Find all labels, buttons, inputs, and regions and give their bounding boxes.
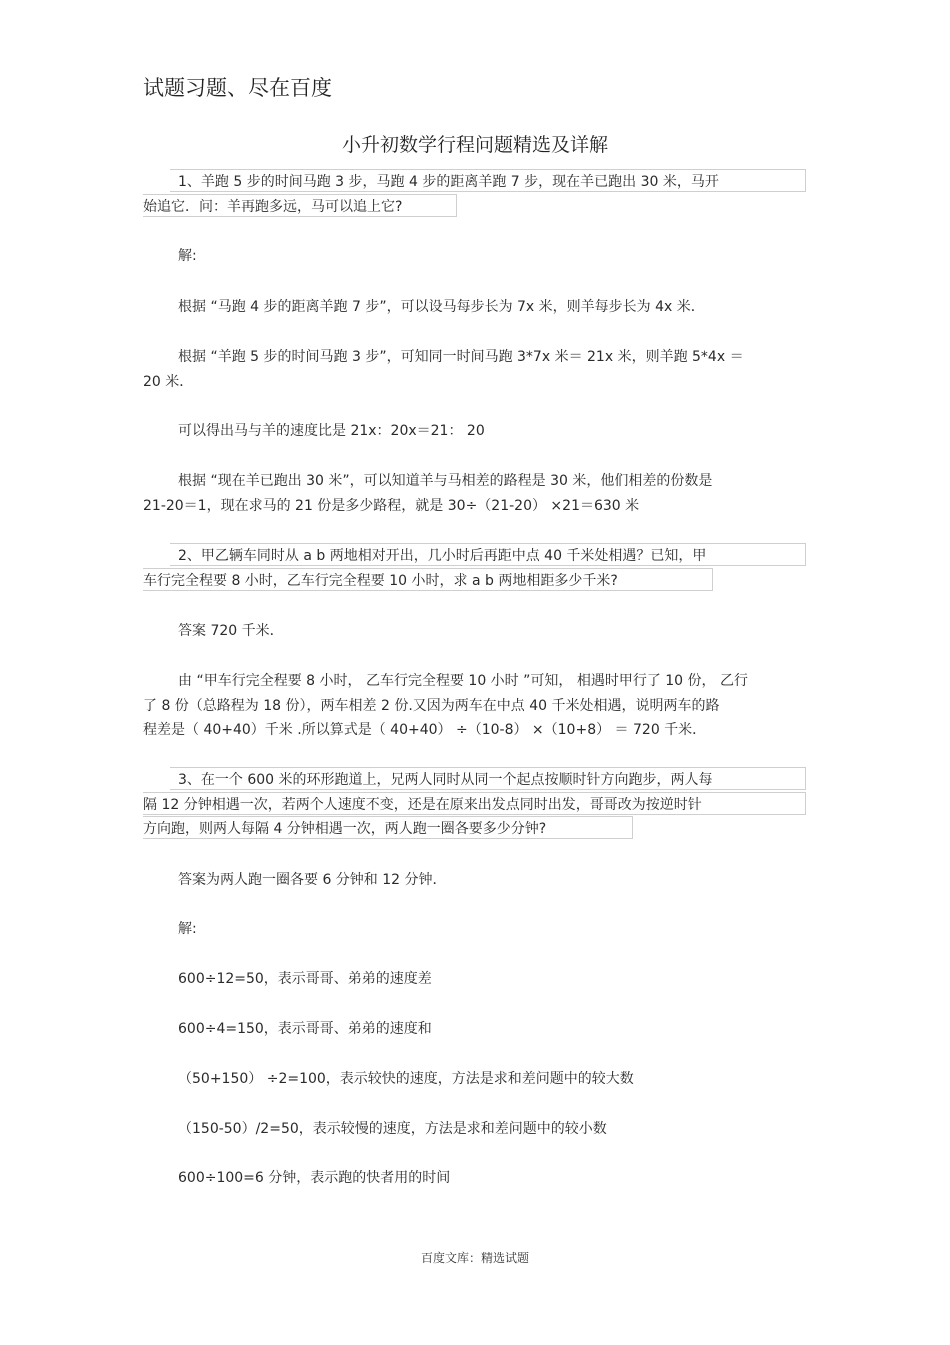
- q2-explain-3: 程差是（ 40+40）千米 .所以算式是（ 40+40） ÷（10-8） ×（10+8） ＝ 720 千米．: [143, 722, 707, 738]
- page-header: 试题习题、尽在百度: [143, 76, 332, 100]
- page-footer: 百度文库：精选试题: [420, 1251, 529, 1265]
- q3-step-5: 600÷100=6 分钟，表示跑的快者用的时间: [178, 1170, 451, 1186]
- q1-step-4-cont: 21-20＝1，现在求马的 21 份是多少路程，就是 30÷（21-20） ×21＝630 米: [143, 498, 640, 514]
- q3-line-2: 隔 12 分钟相遇一次，若两个人速度不变，还是在原来出发点同时出发，哥哥改为按逆时针: [143, 797, 702, 813]
- q3-step-1: 600÷12=50，表示哥哥、弟弟的速度差: [178, 971, 432, 987]
- q1-step-1: 根据 “马跑 4 步的距离羊跑 7 步”，可以设马每步长为 7x 米，则羊每步长为 4x 米．: [178, 299, 705, 315]
- q3-solution-label: 解:: [178, 921, 197, 937]
- q1-step-4: 根据 “现在羊已跑出 30 米”，可以知道羊与马相差的路程是 30 米，他们相差的份数是: [178, 473, 713, 489]
- q3-line-3: 方向跑，则两人每隔 4 分钟相遇一次，两人跑一圈各要多少分钟?: [143, 821, 547, 837]
- q2-line-1: 2、甲乙辆车同时从 a b 两地相对开出，几小时后再距中点 40 千米处相遇？已知，甲: [178, 548, 707, 564]
- q1-step-2: 根据 “羊跑 5 步的时间马跑 3 步”，可知同一时间马跑 3*7x 米＝ 21x 米，则羊跑 5*4x ＝: [178, 349, 744, 365]
- q1-step-3: 可以得出马与羊的速度比是 21x：20x＝21： 20: [178, 423, 485, 439]
- q2-answer: 答案 720 千米．: [178, 623, 284, 639]
- q1-line-2: 始追它．问：羊再跑多远，马可以追上它?: [143, 199, 403, 215]
- q3-answer: 答案为两人跑一圈各要 6 分钟和 12 分钟．: [178, 872, 447, 888]
- q1-solution-label: 解:: [178, 248, 197, 264]
- q2-explain-1: 由 “甲车行完全程要 8 小时， 乙车行完全程要 10 小时 ”可知， 相遇时甲行了 10 份， 乙行: [178, 673, 748, 689]
- q3-step-4: （150-50）/2=50，表示较慢的速度，方法是求和差问题中的较小数: [178, 1121, 607, 1137]
- q1-line-1: 1、羊跑 5 步的时间马跑 3 步，马跑 4 步的距离羊跑 7 步，现在羊已跑出 30 米，马开: [178, 174, 719, 190]
- q2-explain-2: 了 8 份（总路程为 18 份），两车相差 2 份.又因为两车在中点 40 千米处相遇，说明两车的路: [143, 698, 720, 714]
- document-title: 小升初数学行程问题精选及详解: [341, 134, 608, 156]
- q3-line-1: 3、在一个 600 米的环形跑道上，兄两人同时从同一个起点按顺时针方向跑步，两人每: [178, 772, 713, 788]
- q3-step-3: （50+150） ÷2=100，表示较快的速度，方法是求和差问题中的较大数: [178, 1071, 634, 1087]
- q2-line-2: 车行完全程要 8 小时，乙车行完全程要 10 小时，求 a b 两地相距多少千米?: [143, 573, 618, 589]
- q1-step-2-cont: 20 米．: [143, 374, 194, 390]
- q3-step-2: 600÷4=150，表示哥哥、弟弟的速度和: [178, 1021, 432, 1037]
